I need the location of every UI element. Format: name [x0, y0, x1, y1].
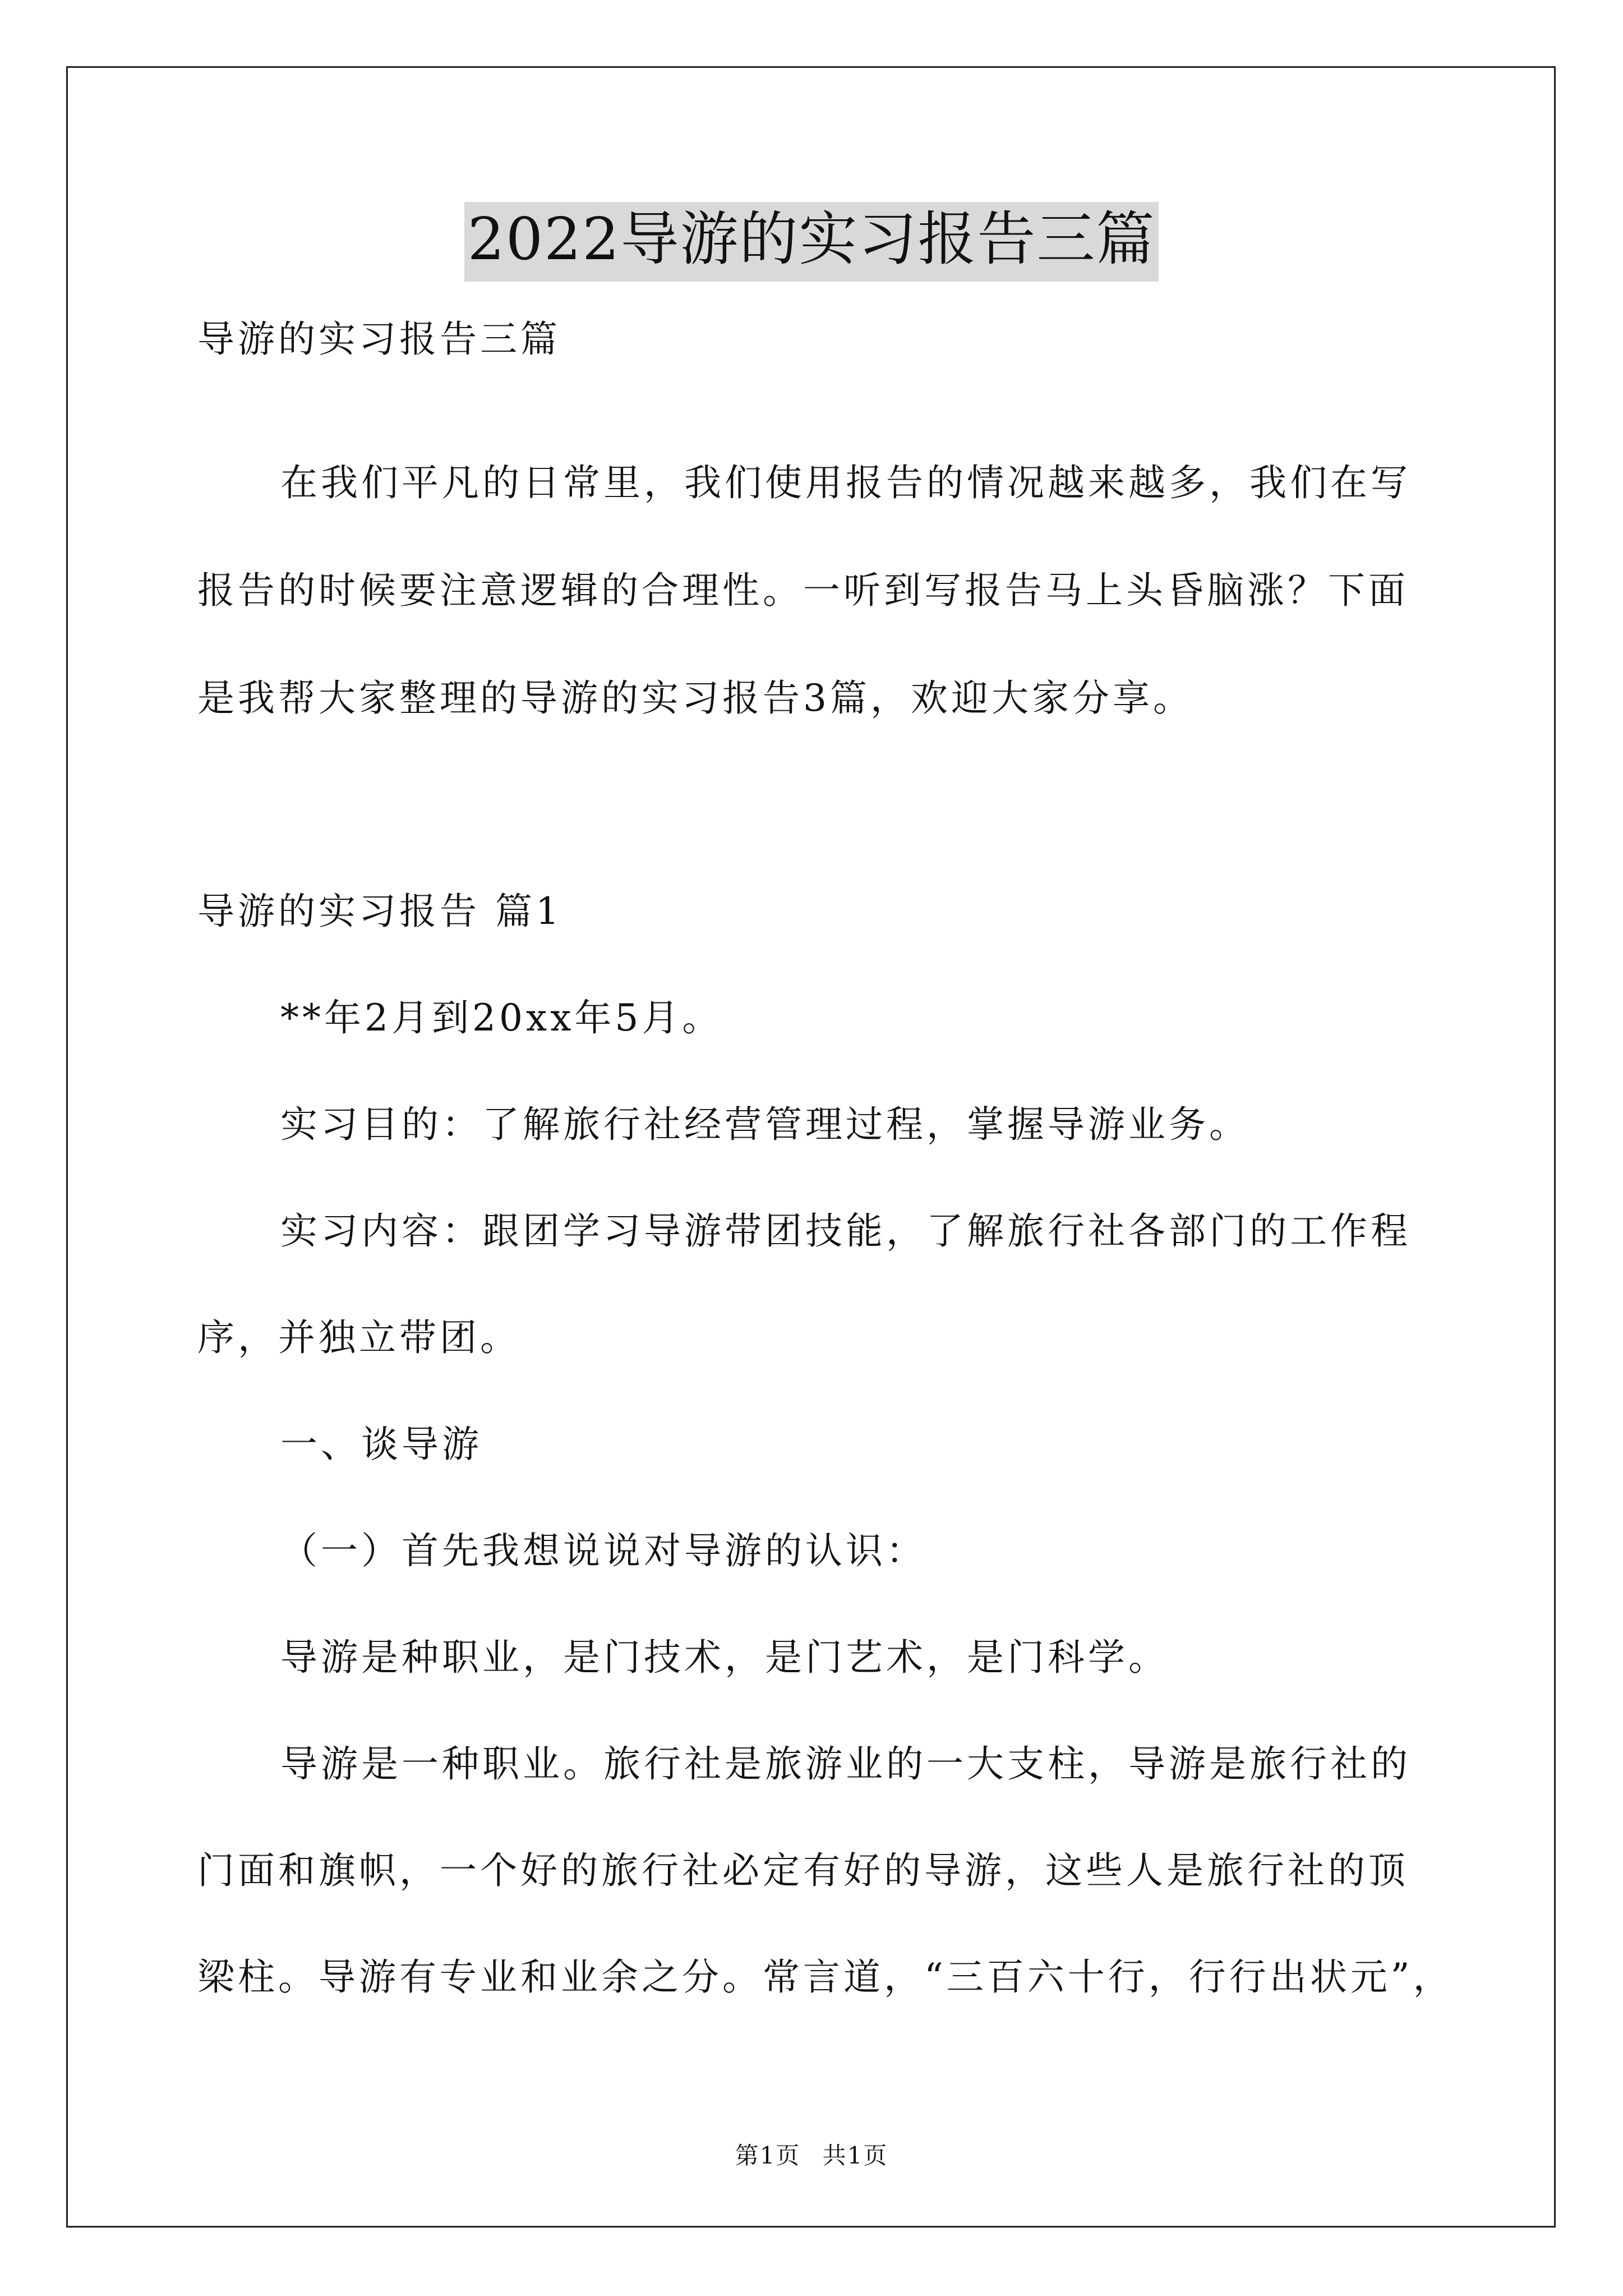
content-paragraph-line: 序，并独立带团。 [197, 1316, 520, 1359]
intro-paragraph-line: 报告的时候要注意逻辑的合理性。一听到写报告马上头昏脑涨？下面 [197, 569, 1409, 612]
page-footer [0, 2137, 1623, 2171]
page-total: 共1页 [822, 2142, 888, 2169]
document-subtitle: 导游的实习报告三篇 [197, 318, 561, 361]
career-paragraph-line: 门面和旗帜，一个好的旅行社必定有好的导游，这些人是旅行社的顶 [197, 1849, 1409, 1892]
purpose-line: 实习目的：了解旅行社经营管理过程，掌握导游业务。 [280, 1103, 1249, 1146]
page-number: 第1页 [735, 2142, 801, 2169]
intro-paragraph-line: 在我们平凡的日常里，我们使用报告的情况越来越多，我们在写 [280, 461, 1411, 504]
intro-paragraph-line: 是我帮大家整理的导游的实习报告3篇，欢迎大家分享。 [197, 677, 1193, 720]
subheading-understanding: （一）首先我想说说对导游的认识： [280, 1529, 926, 1572]
period-line: **年2月到20xx年5月。 [280, 996, 723, 1039]
career-paragraph-line: 梁柱。导游有专业和业余之分。常言道，“三百六十行，行行出状元”， [197, 1955, 1454, 1999]
definition-line: 导游是种职业，是门技术，是门艺术，是门科学。 [280, 1636, 1169, 1679]
document-title-text: 2022导游的实习报告三篇 [464, 202, 1159, 282]
page-border [66, 66, 1556, 2228]
content-paragraph-line: 实习内容：跟团学习导游带团技能，了解旅行社各部门的工作程 [280, 1209, 1411, 1253]
career-paragraph-line: 导游是一种职业。旅行社是旅游业的一大支柱，导游是旅行社的 [280, 1742, 1411, 1786]
document-title [0, 202, 1623, 282]
section-heading: 导游的实习报告 篇1 [197, 890, 562, 933]
subheading-talk-guide: 一、谈导游 [280, 1423, 482, 1466]
